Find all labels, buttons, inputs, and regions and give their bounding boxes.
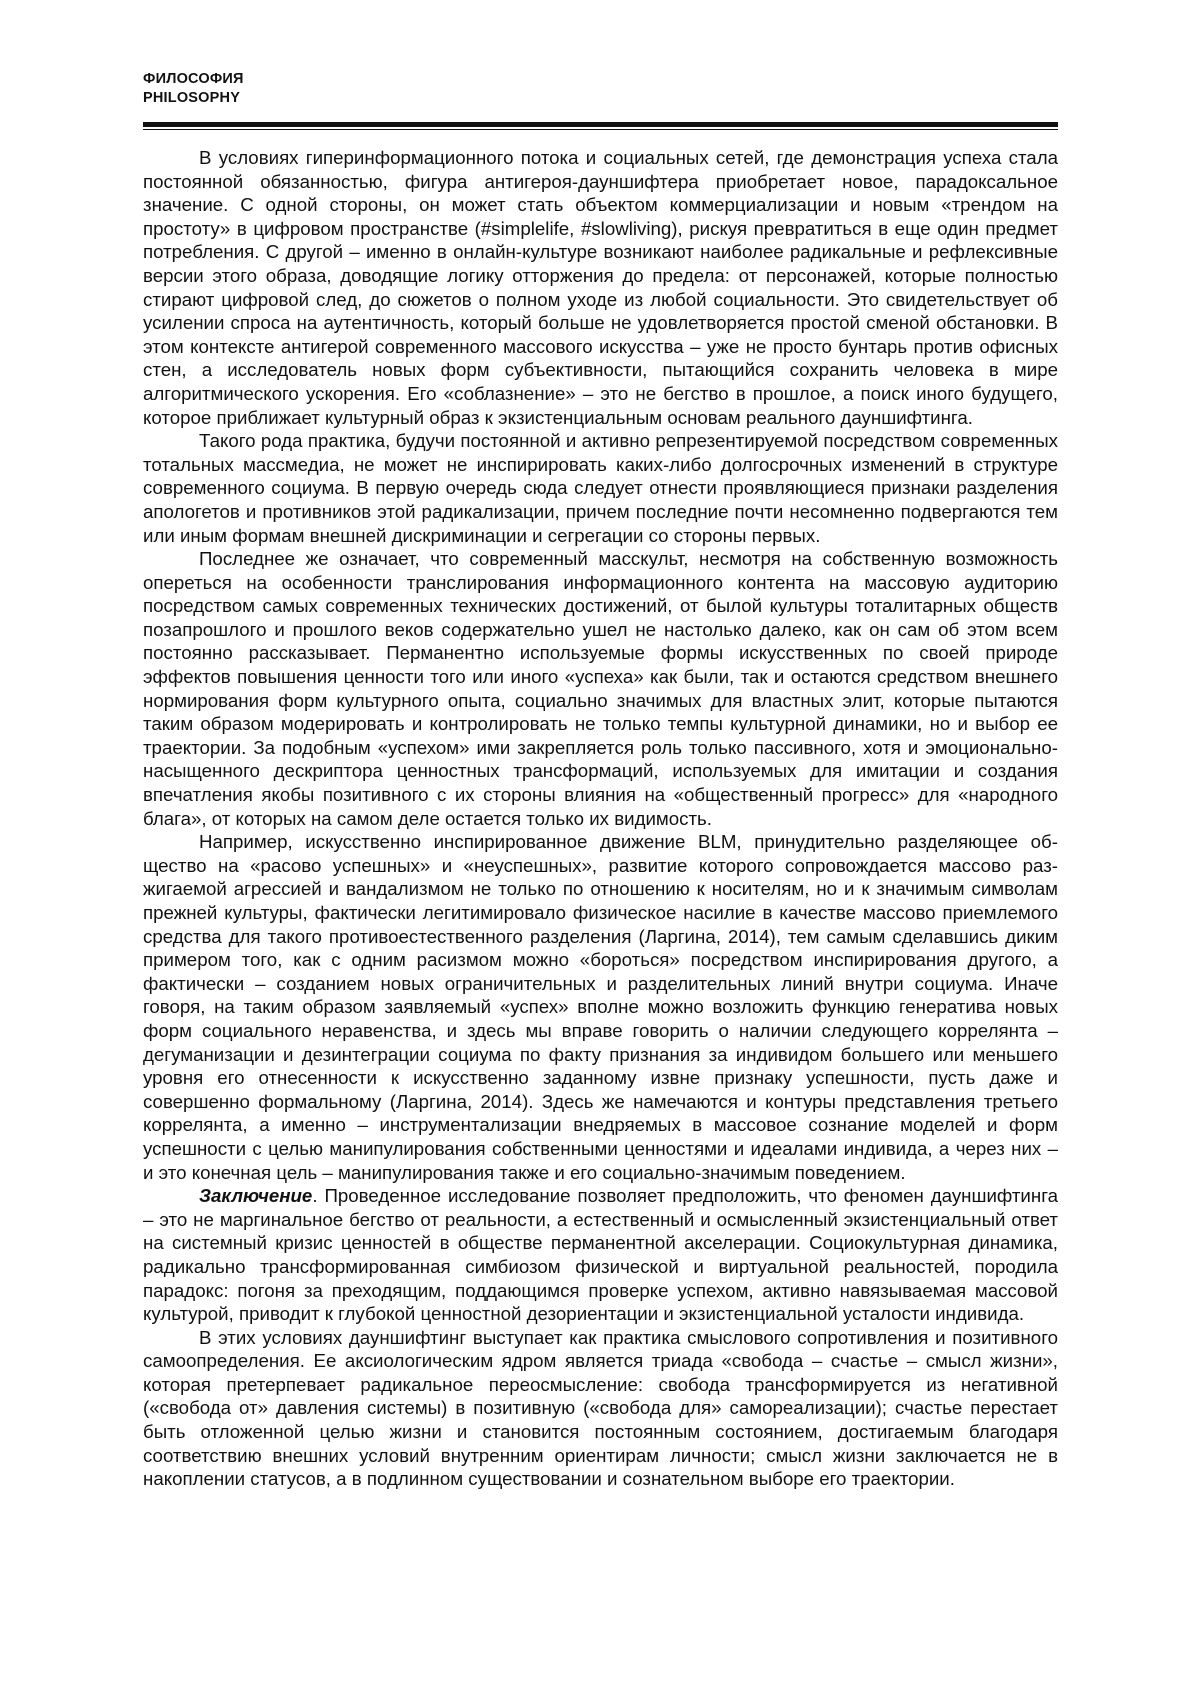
paragraph: В этих условиях дауншифтинг выступает как практика смыслового сопротивления и позитивного самоопределения. Ее аксиологическим ядром является триада «свобода – счастье – смысл жизни», которая претерпевает радикальное переосмысление: свобода трансформируется из негативной («свобода от» давления системы) в позитивную («свобода для» самореализации); счастье перестает быть отложенной целью жизни и становится постоянным состоянием, достигаемым благодаря соответствию внешних условий внутренним ориентирам личности; смысл жизни заключается не в накоплении статусов, а в подлинном существовании и сознательном выборе его траектории. [143,1326,1058,1490]
section-title-ru: ФИЛОСОФИЯ [143,71,244,87]
header-rule-thick [143,122,1058,127]
article-body [143,146,1058,1491]
paragraph: В условиях гиперинформационного потока и социальных сетей, где демонстрация успеха стала постоянной обязанностью, фигура антигероя-дауншифтера приобретает новое, парадоксальное значение. С одной стороны, он может стать объектом коммерциализации и новым «трендом на простоту» в цифровом пространстве (#simplelife, #slowliving), рискуя превратиться в еще один предмет потребления. С другой – именно в онлайн-культуре возникают наиболее радикальные и рефлексивные версии этого образа, доводящие логику отторжения до предела: от персонажей, которые полностью стирают цифровой след, до сюжетов о полном уходе из любой социальности. Это свидетельствует об усилении спроса на аутентичность, который больше не удовлетворяется простой сменой обстановки. В этом контексте антигерой современного массового искусства – уже не просто бунтарь против офисных стен, а исследователь новых форм субъективности, пытающийся сохранить человека в мире алгоритмического ускорения. Его «соблазнение» – это не бегство в прошлое, а поиск иного будущего, которое приближает культурный образ к экзистенциальным основам реального дауншифтинга. [143,147,1058,428]
paragraph: Например, искусственно инспирированное движение BLM, принудительно разделяющее общество на «расово успешных» и «неуспешных», развитие которого сопровождается массово разжигаемой агрессией и вандализмом не только по отношению к носителям, но и к значимым символам прежней культуры, фактически легитимировало физическое насилие в качестве массово приемлемого средства для такого противоестественного разделения (Ларгина, 2014), тем самым сделавшись диким примером того, как с одним расизмом можно «бороться» посредством инспирирования другого, а фактически – созданием новых ограничительных и разделительных линий внутри социума. Иначе говоря, на таким образом заявляемый «успех» вполне можно возложить функцию генератива новых форм социального неравенства, и здесь мы вправе говорить о наличии следующего коррелянта – дегуманизации и дезинтеграции социума по факту признания за индивидом большего или меньшего уровня его отнесенности к искусственно заданному извне признаку успешности, пусть даже и совершенно формальному (Ларгина, 2014). Здесь же намечаются и контуры представления третьего коррелянта, а именно – инструментализации внедряемых в массовое сознание моделей и форм успешности с целью манипулирования собственными ценностями и идеалами индивида, а через них – и это конечная цель – манипулирования также и его социально-значимым поведением. [143,831,1058,1183]
conclusion-paragraph [143,1184,1058,1326]
header-rule-thin [143,129,1058,130]
paragraph: Такого рода практика, будучи постоянной и активно репрезентируемой посредством современных тотальных массмедиа, не может не инспирировать каких-либо долгосрочных изменений в структуре современного социума. В первую очередь сюда следует отнести проявляющиеся признаки разделения апологетов и противников этой радикализации, причем последние почти несомненно подвергаются тем или иным формам внешней дискриминации и сегрегации со стороны первых. [143,430,1058,546]
running-header [143,70,244,108]
paragraph: Последнее же означает, что современный масскульт, несмотря на собственную возможность опереться на особенности транслирования информационного контента на массовую аудиторию посредством самых современных технических достижений, от былой культуры тоталитарных обществ позапрошлого и прошлого веков содержательно ушел не настолько далеко, как он сам об этом всем постоянно рассказывает. Перманентно используемые формы искусственных по своей природе эффектов повышения ценности того или иного «успеха» как были, так и остаются средством внешнего нормирования форм культурного опыта, социально значимых для властных элит, которые пытаются таким образом модерировать и контролировать не только темпы культурной динамики, но и выбор ее траектории. За подобным «успехом» ими закрепляется роль только пассивного, хотя и эмоционально-насыщенного дескриптора ценностных трансформаций, используемых для имитации и создания впечатления якобы позитивного с их стороны влияния на «общественный прогресс» для «народного блага», от которых на самом деле остается только их видимость. [143,548,1058,829]
section-title-en: PHILOSOPHY [143,90,241,106]
conclusion-heading: Заключение [199,1185,313,1207]
conclusion-text: . Проведенное исследование позволяет предположить, что феномен дауншифтинга – это не маргинальное бегство от реальности, а естественный и осмысленный экзистенциальный ответ на системный кризис ценностей в обществе перманентной акселерации. Социокультурная динамика, радикально трансформированная симбиозом физической и виртуальной реальностей, породила парадокс: погоня за преходящим, поддающимся проверке успехом, активно навязываемая массовой культурой, приводит к глубокой ценностной дезориентации и экзистенциальной усталости индивида. [143,1185,1058,1325]
